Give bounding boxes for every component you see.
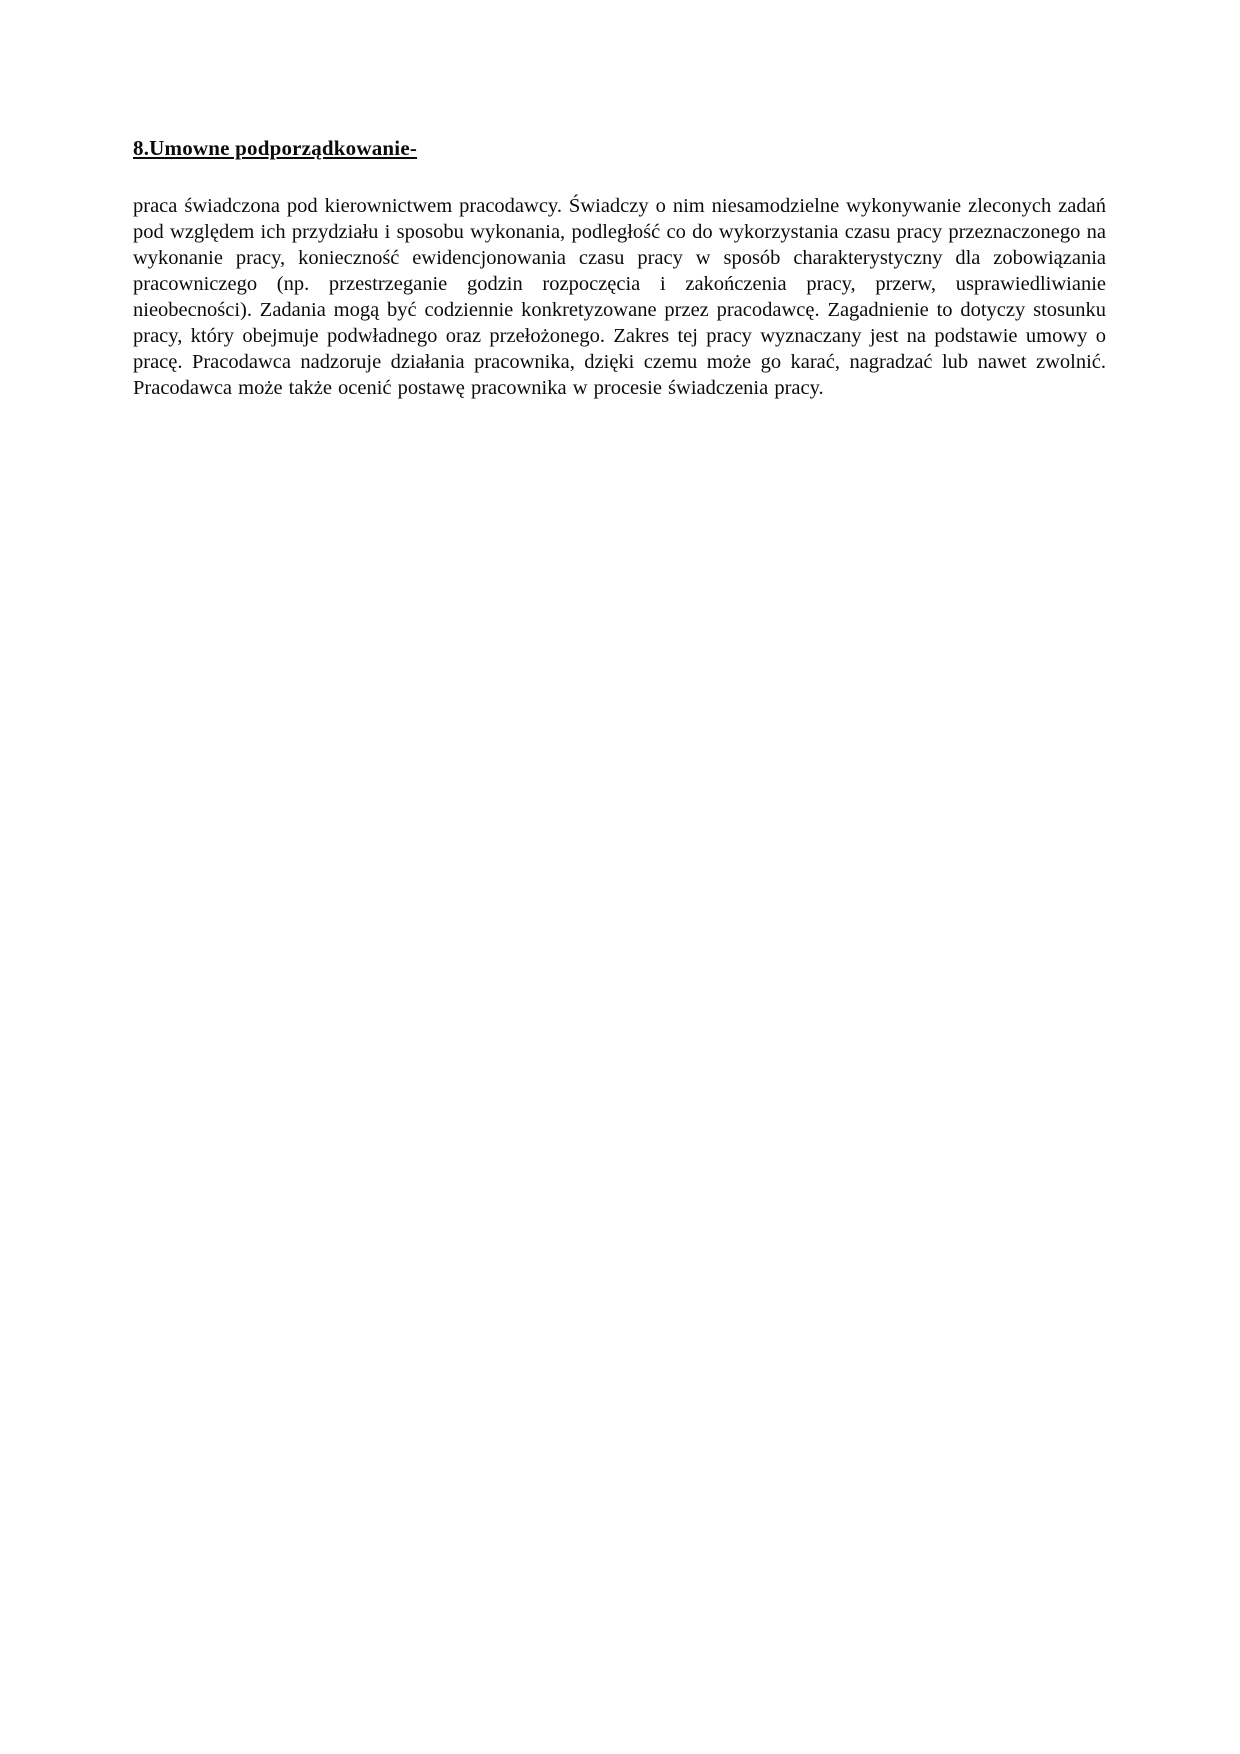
section-heading: 8.Umowne podporządkowanie-: [133, 136, 418, 160]
body-paragraph: praca świadczona pod kierownictwem pracodawcy. Świadczy o nim niesamodzielne wykonywanie zleconych zadań pod względem ich przydziału i sposobu wykonania, podległość co do wykorzystania czasu pracy przeznaczonego na wykonanie pracy, konieczność ewidencjonowania czasu pracy w sposób charakterystyczny dla zobowiązania pracowniczego (np. przestrzeganie godzin rozpoczęcia i zakończenia pracy, przerw, usprawiedliwianie nieobecności). Zadania mogą być codziennie konkretyzowane przez pracodawcę. Zagadnienie to dotyczy stosunku pracy, który obejmuje podwładnego oraz przełożonego. Zakres tej pracy wyznaczany jest na podstawie umowy o pracę. Pracodawca nadzoruje działania pracownika, dzięki czemu może go karać, nagradzać lub nawet zwolnić. Pracodawca może także ocenić postawę pracownika w procesie świadczenia pracy.: [133, 195, 1106, 399]
